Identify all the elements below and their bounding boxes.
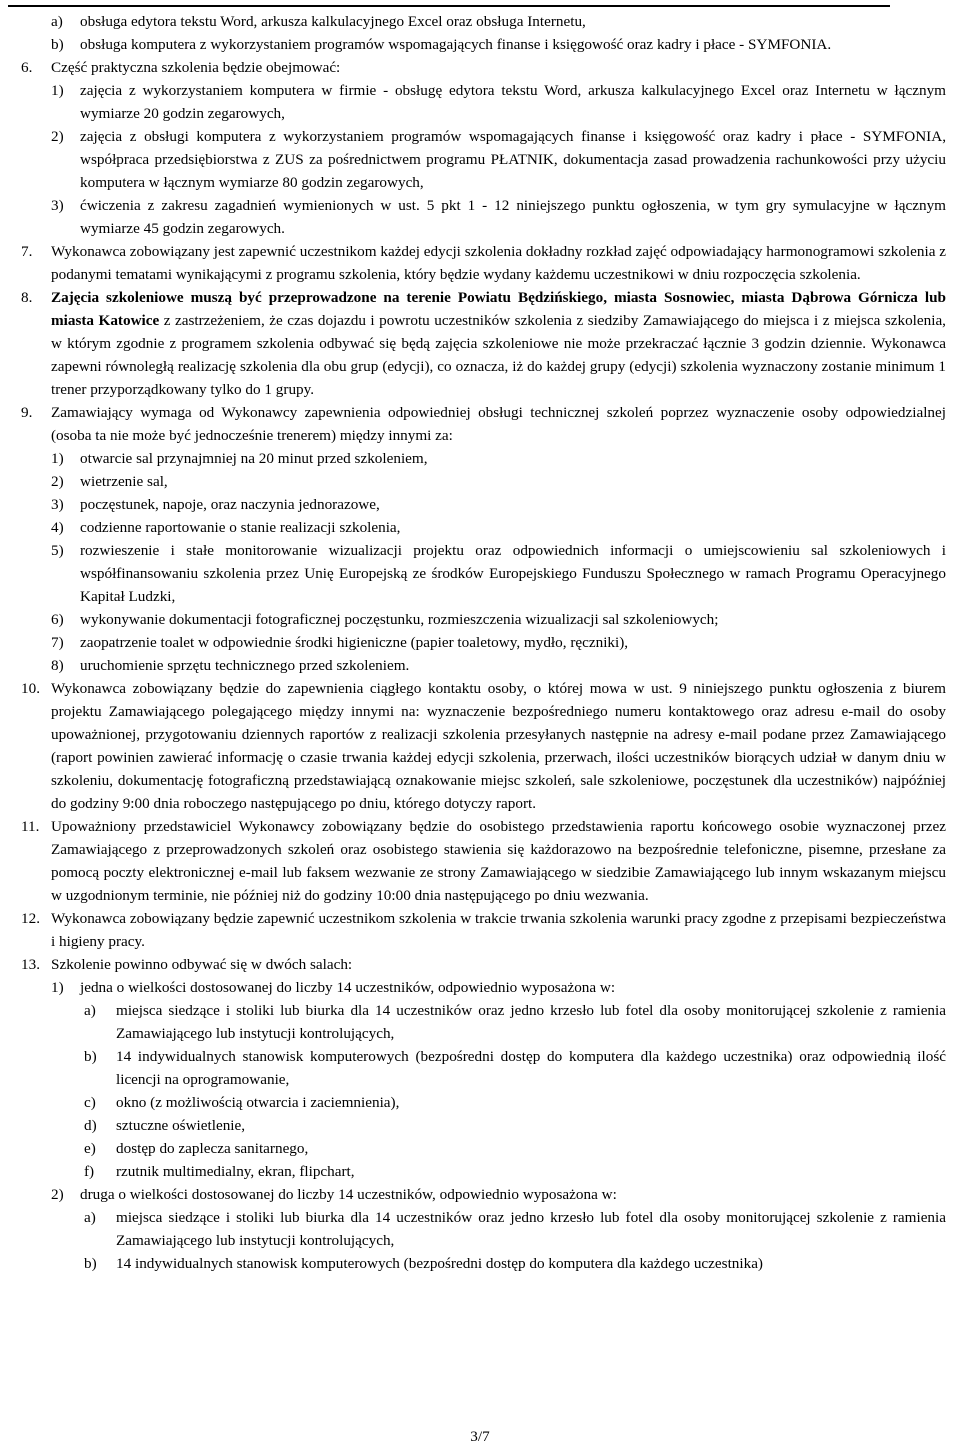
item-text: miejsca siedzące i stoliki lub biurka dla 14 uczestników oraz jedno krzesło lub fotel dla osoby monitorującej szkolenie z ramienia Zamawiającego lub instytucji kontrolujących, xyxy=(116,1209,946,1249)
item-text: ćwiczenia z zakresu zagadnień wymienionych w ust. 5 pkt 1 - 12 niniejszego punktu ogłoszenia, w tym gry symulacyjne w łącznym wymiarze 45 godzin zegarowych. xyxy=(80,197,946,237)
section-9 xyxy=(0,401,960,447)
item-text: codzienne raportowanie o stanie realizacji szkolenia, xyxy=(80,519,401,536)
list-item xyxy=(0,1091,960,1114)
item-number: 5) xyxy=(51,542,64,559)
section-text: Wykonawca zobowiązany będzie do zapewnienia ciągłego kontaktu osoby, o której mowa w ust. 9 niniejszego punktu ogłoszenia z biurem projektu Zamawiającego polegającego między innymi na: wyznaczenie bezpośredniego numeru kontaktowego oraz adresu e-mail do osoby upoważnionej, przygotowaniu dziennych raportów z realizacji szkolenia przesyłanych następnie na adresy e-mail podane przez Zamawiającego (raport powinien zawierać informację o czasie trwania każdej edycji szkolenia, przerwach, ilości uczestników biorących udział w danym dniu w szkoleniu, dokumentację fotograficzną przedstawiającą oznakowanie miejsc szkoleń, sale szkoleniowe, poczęstunek dla uczestników) najpóźniej do godziny 9:00 dnia roboczego następującego po dniu, którego dotyczy raport. xyxy=(51,680,946,812)
section-13 xyxy=(0,953,960,976)
section-text: Wykonawca zobowiązany będzie zapewnić uczestnikom szkolenia w trakcie trwania szkolenia warunki pracy zgodne z przepisami bezpieczeństwa i higieny pracy. xyxy=(51,910,946,950)
item-number: 3) xyxy=(51,197,64,214)
section-6 xyxy=(0,56,960,79)
section-7 xyxy=(0,240,960,286)
section-text xyxy=(51,286,946,401)
section-number: 7. xyxy=(21,243,33,260)
item-text: wietrzenie sal, xyxy=(80,473,168,490)
list-item xyxy=(0,516,960,539)
list-item xyxy=(0,79,960,125)
section-text: Część praktyczna szkolenia będzie obejmować: xyxy=(51,59,341,76)
item-text: uruchomienie sprzętu technicznego przed szkoleniem. xyxy=(80,657,410,674)
item-text: 14 indywidualnych stanowisk komputerowych (bezpośredni dostęp do komputera dla każdego uczestnika) xyxy=(116,1255,763,1272)
list-item xyxy=(0,654,960,677)
item-number: e) xyxy=(84,1140,96,1157)
item-number: 4) xyxy=(51,519,64,536)
section-number: 11. xyxy=(21,818,40,835)
item-number: a) xyxy=(84,1002,96,1019)
list-item xyxy=(0,1045,960,1091)
list-item xyxy=(0,999,960,1045)
list-item xyxy=(0,608,960,631)
item-text: obsługa edytora tekstu Word, arkusza kalkulacyjnego Excel oraz obsługa Internetu, xyxy=(80,13,586,30)
item-number: 3) xyxy=(51,496,64,513)
item-text: zajęcia z obsługi komputera z wykorzystaniem programów wspomagających finanse i księgowość oraz kadry i płace - SYMFONIA, współpraca przedsiębiorstwa z ZUS za pośrednictwem programu PŁATNIK, dokumentacja zasad prowadzenia rachunkowości przy użyciu komputera w łącznym wymiarze 80 godzin zegarowych, xyxy=(80,128,946,191)
item-text: okno (z możliwością otwarcia i zaciemnienia), xyxy=(116,1094,400,1111)
section-text: Upoważniony przedstawiciel Wykonawcy zobowiązany będzie do osobistego przedstawienia raportu końcowego osobie wyznaczonej przez Zamawiającego z przeprowadzonych szkoleń oraz osobistego stawienia się każdorazowo na bezpośrednie telefoniczne, pisemne, przesłane za pomocą poczty elektronicznej e-mail lub faksem wezwanie ze strony Zamawiającego w siedzibie Zamawiającego lub innym wskazanym miejscu w uzgodnionym terminie, nie później niż do godziny 10:00 dnia następującego po dniu wezwania. xyxy=(51,818,946,904)
list-item xyxy=(0,493,960,516)
item-text: zaopatrzenie toalet w odpowiednie środki higieniczne (papier toaletowy, mydło, ręczniki), xyxy=(80,634,629,651)
section-10 xyxy=(0,677,960,815)
item-number: f) xyxy=(84,1163,95,1180)
section-text: Zamawiający wymaga od Wykonawcy zapewnienia odpowiedniej obsługi technicznej szkoleń poprzez wyznaczenie osoby odpowiedzialnej (osoba ta nie może być jednocześnie trenerem) między innymi za: xyxy=(51,404,946,444)
list-item xyxy=(0,1114,960,1137)
item-number: 1) xyxy=(51,979,64,996)
item-number: 6) xyxy=(51,611,64,628)
list-item xyxy=(0,194,960,240)
item-text: druga o wielkości dostosowanej do liczby 14 uczestników, odpowiednio wyposażona w: xyxy=(80,1186,617,1203)
item-text: miejsca siedzące i stoliki lub biurka dla 14 uczestników oraz jedno krzesło lub fotel dla osoby monitorującej szkolenie z ramienia Zamawiającego lub instytucji kontrolujących, xyxy=(116,1002,946,1042)
item-number: 2) xyxy=(51,473,64,490)
list-item xyxy=(0,1160,960,1183)
item-text: 14 indywidualnych stanowisk komputerowych (bezpośredni dostęp do komputera dla każdego uczestnika) oraz odpowiednią ilość licencji na oprogramowanie, xyxy=(116,1048,946,1088)
document-body xyxy=(0,10,960,1275)
section-text: Szkolenie powinno odbywać się w dwóch salach: xyxy=(51,956,353,973)
list-item xyxy=(0,631,960,654)
section-number: 9. xyxy=(21,404,33,421)
item-number: b) xyxy=(84,1048,97,1065)
item-number: a) xyxy=(84,1209,96,1226)
list-item xyxy=(0,1252,960,1275)
section-number: 6. xyxy=(21,59,33,76)
list-item xyxy=(0,10,960,33)
item-number: c) xyxy=(84,1094,96,1111)
list-item xyxy=(0,447,960,470)
list-item xyxy=(0,125,960,194)
item-text: poczęstunek, napoje, oraz naczynia jednorazowe, xyxy=(80,496,380,513)
section-rest-text: z zastrzeżeniem, że czas dojazdu i powrotu uczestników szkolenia z siedziby Zamawiającego do miejsca i z miejsca szkolenia, w którym zgodnie z programem szkolenia odbywać się będą zajęcia szkoleniowe nie może przekraczać łącznie 3 godzin dziennie. Wykonawca zapewni równoległą realizację szkolenia dla obu grup (edycji), co oznacza, iż do każdej grupy (edycji) szkolenia wyznaczony zostanie minimum 1 trener przyporządkowany tylko do 1 grupy. xyxy=(51,312,946,398)
item-text: rzutnik multimedialny, ekran, flipchart, xyxy=(116,1163,355,1180)
section-number: 12. xyxy=(21,910,40,927)
room-2 xyxy=(0,1183,960,1206)
list-item xyxy=(0,33,960,56)
header-rule xyxy=(8,5,890,7)
page-number: 3/7 xyxy=(470,1428,490,1445)
item-text: wykonywanie dokumentacji fotograficznej poczęstunku, rozmieszczenia wizualizacji sal szkoleniowych; xyxy=(80,611,719,628)
item-number: b) xyxy=(84,1255,97,1272)
list-item xyxy=(0,539,960,608)
item-number: 1) xyxy=(51,450,64,467)
item-number: a) xyxy=(51,13,63,30)
item-number: 7) xyxy=(51,634,64,651)
item-text: zajęcia z wykorzystaniem komputera w firmie - obsługę edytora tekstu Word, arkusza kalkulacyjnego Excel oraz Internetu w łącznym wymiarze 20 godzin zegarowych, xyxy=(80,82,946,122)
section-number: 8. xyxy=(21,289,33,306)
section-number: 10. xyxy=(21,680,40,697)
room-1 xyxy=(0,976,960,999)
item-number: 1) xyxy=(51,82,64,99)
item-number: 2) xyxy=(51,128,64,145)
item-text: obsługa komputera z wykorzystaniem programów wspomagających finanse i księgowość oraz kadry i płace - SYMFONIA. xyxy=(80,36,832,53)
list-item xyxy=(0,1137,960,1160)
item-number: 2) xyxy=(51,1186,64,1203)
section-11 xyxy=(0,815,960,907)
section-12 xyxy=(0,907,960,953)
section-bold-text: Zajęcia szkoleniowe muszą być przeprowadzone na terenie Powiatu Będzińskiego, miasta Sosnowiec, miasta Dąbrowa Górnicza lub miasta Katowice xyxy=(51,289,946,329)
list-item xyxy=(0,1206,960,1252)
item-number: d) xyxy=(84,1117,97,1134)
item-text: otwarcie sal przynajmniej na 20 minut przed szkoleniem, xyxy=(80,450,428,467)
item-text: dostęp do zaplecza sanitarnego, xyxy=(116,1140,309,1157)
item-text: jedna o wielkości dostosowanej do liczby 14 uczestników, odpowiednio wyposażona w: xyxy=(80,979,616,996)
section-8 xyxy=(0,286,960,401)
item-text: rozwieszenie i stałe monitorowanie wizualizacji projektu oraz odpowiednich informacji o umiejscowieniu sal szkoleniowych i współfinansowaniu szkolenia przez Unię Europejską ze środków Europejskiego Funduszu Społecznego w ramach Programu Operacyjnego Kapitał Ludzki, xyxy=(80,542,946,605)
section-text: Wykonawca zobowiązany jest zapewnić uczestnikom każdej edycji szkolenia dokładny rozkład zajęć odpowiadający harmonogramowi szkolenia z podanymi tematami wynikającymi z programu szkolenia, który będzie wydany każdemu uczestnikowi w dniu rozpoczęcia szkolenia. xyxy=(51,243,946,283)
item-number: 8) xyxy=(51,657,64,674)
section-number: 13. xyxy=(21,956,40,973)
list-item xyxy=(0,470,960,493)
item-number: b) xyxy=(51,36,64,53)
item-text: sztuczne oświetlenie, xyxy=(116,1117,246,1134)
